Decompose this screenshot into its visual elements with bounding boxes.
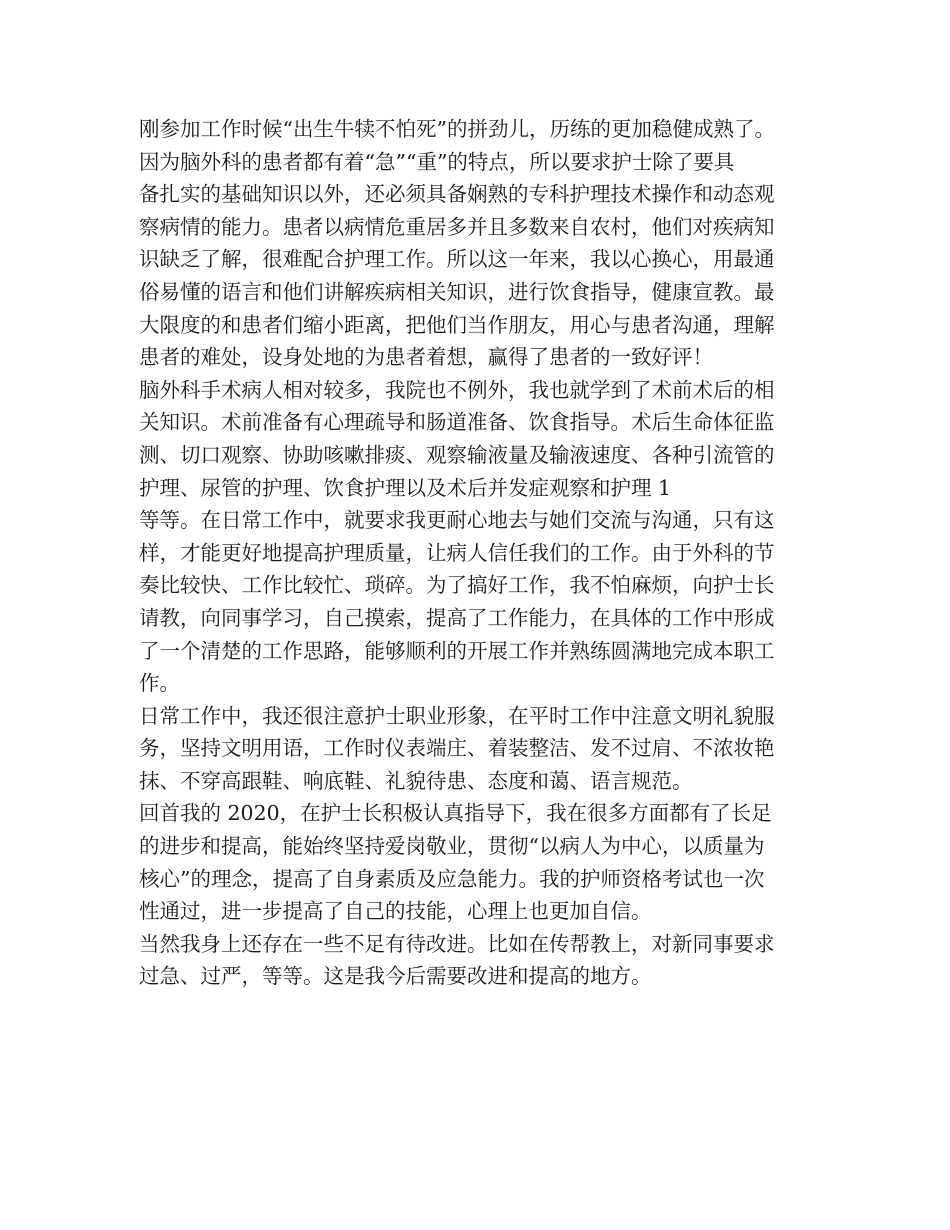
text-line: 务，坚持文明用语，工作时仪表端庄、着装整洁、发不过肩、不浓妆艳 (139, 736, 775, 761)
text-line: 等等。在日常工作中，就要求我更耐心地去与她们交流与沟通，只有这 (139, 508, 775, 533)
text-line: 识缺乏了解，很难配合护理工作。所以这一年来，我以心换心，用最通 (139, 247, 775, 272)
text-line: 作。 (139, 671, 180, 696)
text-line: 性通过，进一步提高了自己的技能，心理上也更加自信。 (139, 899, 652, 924)
text-line: 奏比较快、工作比较忙、琐碎。为了搞好工作，我不怕麻烦，向护士长 (139, 573, 775, 598)
text-line: 大限度的和患者们缩小距离，把他们当作朋友，用心与患者沟通，理解 (139, 312, 775, 337)
text-line: 患者的难处，设身处地的为患者着想，赢得了患者的一致好评！ (139, 345, 713, 370)
text-line: 刚参加工作时候“出生牛犊不怕死”的拼劲儿，历练的更加稳健成熟了。 (139, 117, 775, 141)
text-line: 备扎实的基础知识以外，还必须具备娴熟的专科护理技术操作和动态观 (139, 182, 775, 207)
text-line: 当然我身上还存在一些不足有待改进。比如在传帮教上，对新同事要求 (139, 931, 775, 956)
text-line: 日常工作中，我还很注意护士职业形象，在平时工作中注意文明礼貌服 (139, 703, 775, 728)
text-line: 测、切口观察、协助咳嗽排痰、观察输液量及输液速度、各种引流管的 (139, 442, 775, 467)
text-line: 核心”的理念，提高了自身素质及应急能力。我的护师资格考试也一次 (139, 866, 765, 891)
document-body (139, 113, 839, 993)
text-line: 的进步和提高，能始终坚持爱岗敬业，贯彻“以病人为中心，以质量为 (139, 834, 765, 859)
text-line: 护理、尿管的护理、饮食护理以及术后并发症观察和护理 1 (139, 475, 672, 500)
text-line: 过急、过严，等等。这是我今后需要改进和提高的地方。 (139, 964, 652, 989)
text-line: 关知识。术前准备有心理疏导和肠道准备、饮食指导。术后生命体征监 (139, 410, 775, 435)
text-line: 了一个清楚的工作思路，能够顺利的开展工作并熟练圆满地完成本职工 (139, 638, 775, 663)
text-line: 脑外科手术病人相对较多，我院也不例外，我也就学到了术前术后的相 (139, 377, 775, 402)
text-line: 抹、不穿高跟鞋、响底鞋、礼貌待患、态度和蔼、语言规范。 (139, 768, 693, 793)
text-line: 回首我的 2020，在护士长积极认真指导下，我在很多方面都有了长足 (139, 801, 772, 826)
text-line: 俗易懂的语言和他们讲解疾病相关知识，进行饮食指导，健康宣教。最 (139, 279, 775, 304)
text-line: 样，才能更好地提高护理质量，让病人信任我们的工作。由于外科的节 (139, 540, 775, 565)
text-line: 因为脑外科的患者都有着“急”“重”的特点，所以要求护士除了要具 (139, 149, 735, 174)
text-line: 察病情的能力。患者以病情危重居多并且多数来自农村，他们对疾病知 (139, 214, 775, 239)
text-line: 请教，向同事学习，自己摸索，提高了工作能力，在具体的工作中形成 (139, 605, 775, 630)
